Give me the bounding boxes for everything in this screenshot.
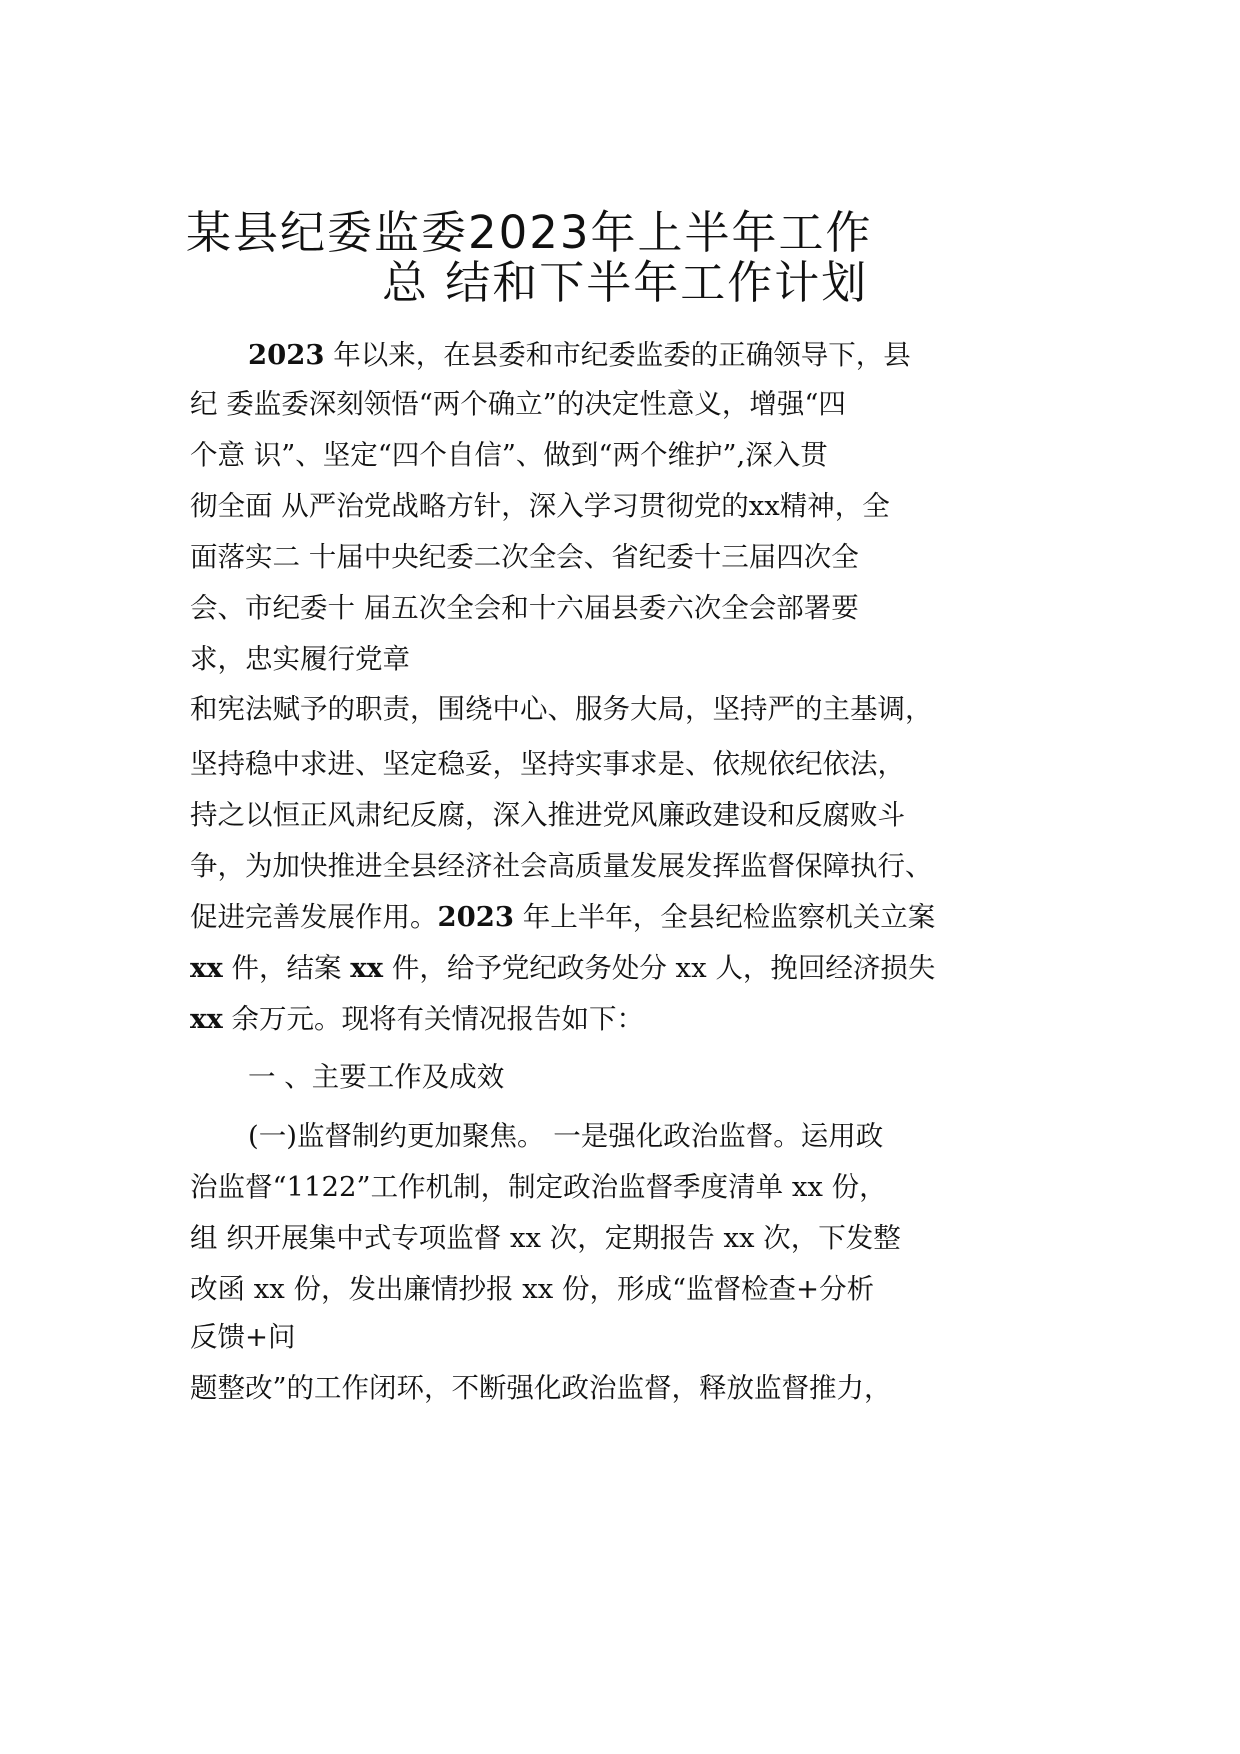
body-line — [248, 1117, 883, 1155]
body-text: 年以来，在县委和市纪委监委的正确领导下，县 — [324, 339, 911, 371]
body-line — [190, 538, 859, 576]
body-text: 反馈+问 — [190, 1321, 296, 1353]
body-line — [190, 385, 846, 423]
body-line — [190, 640, 410, 678]
body-text: 余万元。现将有关情况报告如下： — [222, 1003, 645, 1035]
body-line — [190, 949, 935, 987]
body-line — [190, 745, 905, 783]
body-text: 和宪法赋予的职责，围绕中心、服务大局，坚持严的主基调， — [190, 693, 933, 725]
body-text: 个意 识”、坚定“四个自信”、做到“两个维护”,深入贯 — [190, 439, 828, 471]
body-line — [190, 690, 933, 728]
body-line — [190, 1219, 901, 1257]
body-line — [190, 1168, 887, 1206]
body-text: 彻全面 从严治党战略方针，深入学习贯彻党的xx精神，全 — [190, 490, 890, 522]
body-line — [190, 847, 933, 885]
body-line — [190, 898, 935, 936]
body-text: 组 织开展集中式专项监督 xx 次，定期报告 xx 次，下发整 — [190, 1222, 901, 1254]
body-text: 促进完善发展作用。 — [190, 901, 438, 933]
body-text: 会、市纪委十 届五次全会和十六届县委六次全会部署要 — [190, 592, 859, 624]
body-text: 持之以恒正风肃纪反腐，深入推进党风廉政建设和反腐败斗 — [190, 799, 905, 831]
bold-text: 2023 — [248, 339, 325, 371]
body-text: 面落实二 十届中央纪委二次全会、省纪委十三届四次全 — [190, 541, 859, 573]
body-line — [190, 487, 890, 525]
document-title-line-2: 总 结和下半年工作计划 — [382, 256, 869, 309]
body-line — [190, 1000, 644, 1038]
document-title-line-1: 某县纪委监委2023年上半年工作 — [186, 206, 873, 259]
body-line — [190, 1369, 892, 1407]
body-text: 件，结案 — [222, 952, 351, 984]
bold-text: xx — [350, 952, 384, 984]
body-text: 求，忠实履行党章 — [190, 643, 410, 675]
body-text: 年上半年，全县纪检监察机关立案 — [514, 901, 936, 933]
body-text: 治监督“1122”工作机制，制定政治监督季度清单 xx 份， — [190, 1171, 887, 1203]
body-line — [190, 1318, 296, 1356]
bold-text: 2023 — [437, 901, 515, 933]
body-text: 件，给予党纪政务处分 xx 人，挽回经济损失 — [383, 952, 936, 984]
body-text: 坚持稳中求进、坚定稳妥，坚持实事求是、依规依纪依法， — [190, 748, 905, 780]
bold-text: xx — [190, 952, 223, 984]
body-line — [190, 436, 828, 474]
body-text: 改函 xx 份，发出廉情抄报 xx 份，形成“监督检查+分析 — [190, 1273, 875, 1305]
body-text: 争，为加快推进全县经济社会高质量发展发挥监督保障执行、 — [190, 850, 933, 882]
body-line — [190, 1270, 874, 1308]
body-text: 题整改”的工作闭环，不断强化政治监督，释放监督推力， — [190, 1372, 892, 1404]
body-line — [248, 336, 911, 374]
bold-text: xx — [190, 1003, 223, 1035]
body-line — [248, 1058, 504, 1096]
body-line — [190, 589, 859, 627]
body-text: 纪 委监委深刻领悟“两个确立”的决定性意义，增强“四 — [190, 388, 846, 420]
body-line — [190, 796, 905, 834]
body-text: 一 、主要工作及成效 — [248, 1061, 505, 1093]
body-text: (一)监督制约更加聚焦。 一是强化政治监督。运用政 — [248, 1120, 884, 1152]
